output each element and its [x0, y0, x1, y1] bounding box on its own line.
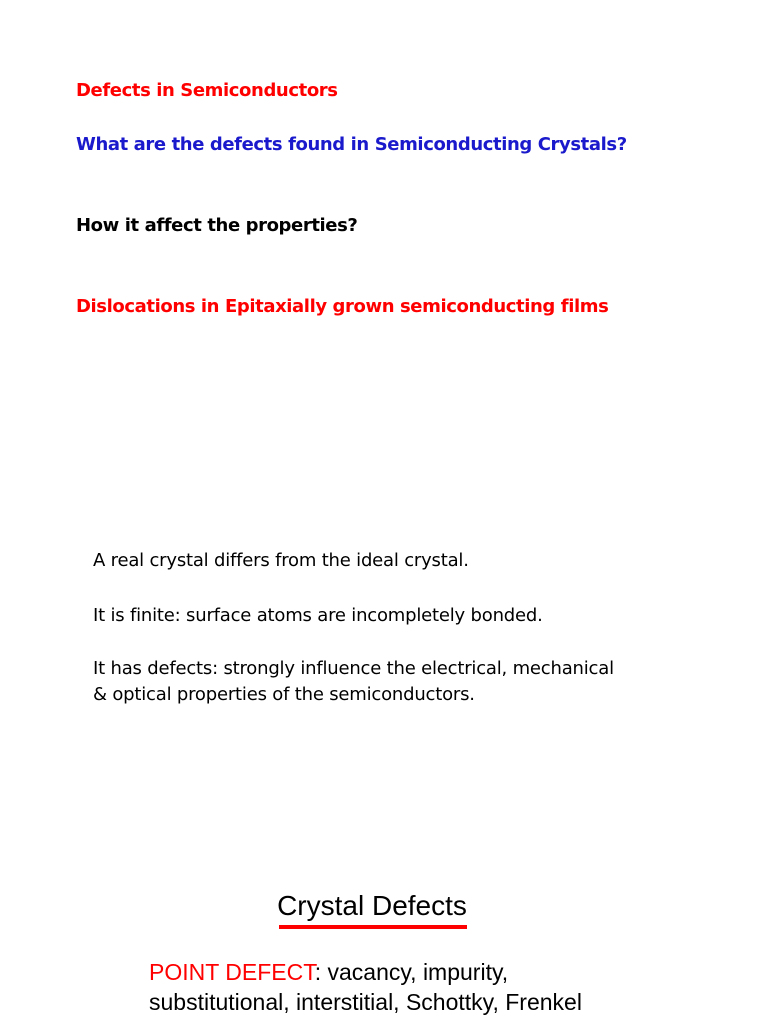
paragraph-defects-line-1: It has defects: strongly influence the electrical, mechanical — [93, 658, 614, 679]
paragraph-defects-line-2: & optical properties of the semiconductors. — [93, 684, 475, 705]
point-defect-label: POINT DEFECT — [149, 959, 315, 985]
title-underline — [279, 925, 467, 929]
point-defect-text-1: : vacancy, impurity, — [314, 959, 509, 985]
paragraph-finite: It is finite: surface atoms are incompletely bonded. — [93, 605, 543, 626]
heading-defects-in-semiconductors: Defects in Semiconductors — [76, 80, 338, 101]
point-defect-line-1 — [149, 957, 508, 987]
question-defects-found: What are the defects found in Semiconducting Crystals? — [76, 134, 627, 155]
paragraph-real-crystal: A real crystal differs from the ideal crystal. — [93, 550, 469, 571]
topic-dislocations: Dislocations in Epitaxially grown semiconducting films — [76, 296, 609, 317]
point-defect-line-2: substitutional, interstitial, Schottky, Frenkel — [149, 989, 582, 1015]
slide-title-crystal-defects: Crystal Defects — [277, 890, 467, 921]
question-affect-properties: How it affect the properties? — [76, 215, 358, 236]
